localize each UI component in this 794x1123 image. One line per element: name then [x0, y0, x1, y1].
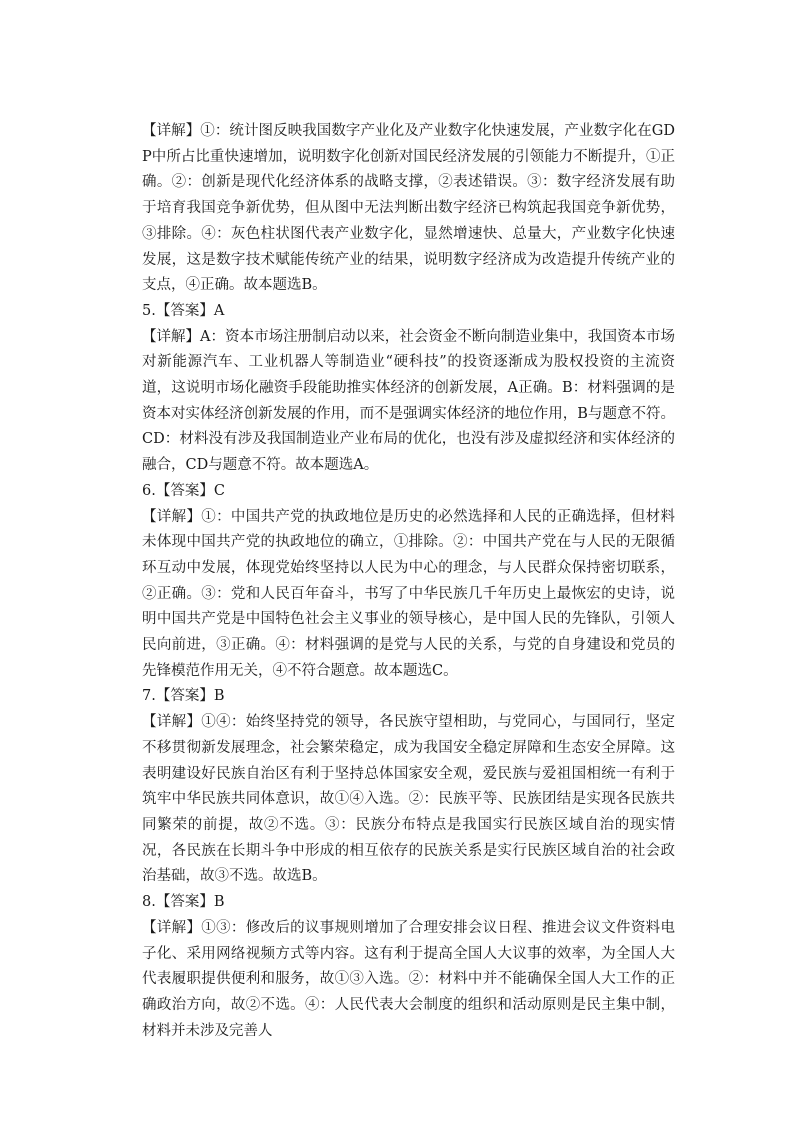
explanation-q5: 【详解】A：资本市场注册制启动以来，社会资金不断向制造业集中，我国资本市场对新能源汽车、工业机器人等制造业“硬科技”的投资逐渐成为股权投资的主流资道，这说明市场化融资手段能助推实体经济的创新发展，A正确。B：材料强调的是资本对实体经济创新发展的作用，而不是强调实体经济的地位作用，B与题意不符。CD：材料没有涉及我国制造业产业布局的优化，也没有涉及虚拟经济和实体经济的融合，CD与题意不符。故本题选A。	[142, 328, 675, 474]
answer-q8: 8.【答案】B	[142, 894, 225, 911]
explanation-q6: 【详解】①：中国共产党的执政地位是历史的必然选择和人民的正确选择，但材料未体现中国共产党的执政地位的确立，①排除。②：中国共产党在与人民的无限循环互动中发展，体现党始终坚持以人民为中心的理念，与人民群众保持密切联系，②正确。③：党和人民百年奋斗，书写了中华民族几千年历史上最恢宏的史诗，说明中国共产党是中国特色社会主义事业的领导核心，是中国人民的先锋队，引领人民向前进，③正确。④：材料强调的是党与人民的关系，与党的自身建设和党员的先锋模范作用无关，④不符合题意。故本题选C。	[142, 508, 675, 679]
explanation-q4: 【详解】①：统计图反映我国数字产业化及产业数字化快速发展，产业数字化在GDP中所占比重快速增加，说明数字化创新对国民经济发展的引领能力不断提升，①正确。②：创新是现代化经济体系的战略支撑，②表述错误。③：数字经济发展有助于培育我国竞争新优势，但从图中无法判断出数字经济已构筑起我国竞争新优势，③排除。④：灰色柱状图代表产业数字化，显然增速快、总量大，产业数字化快速发展，这是数字技术赋能传统产业的结果，说明数字经济成为改造提升传统产业的支点，④正确。故本题选B。	[142, 123, 675, 294]
explanation-q7: 【详解】①④：始终坚持党的领导，各民族守望相助，与党同心，与国同行，坚定不移贯彻新发展理念，社会繁荣稳定，成为我国安全稳定屏障和生态安全屏障。这表明建设好民族自治区有利于坚持总体国家安全观，爱民族与爱祖国相统一有利于筑牢中华民族共同体意识，故①④入选。②：民族平等、民族团结是实现各民族共同繁荣的前提，故②不选。③：民族分布特点是我国实行民族区域自治的现实情况，各民族在长期斗争中形成的相互依存的民族关系是实行民族区域自治的社会政治基础，故③不选。故选B。	[142, 714, 675, 885]
explanation-q8: 【详解】①③：修改后的议事规则增加了合理安排会议日程、推进会议文件资料电子化、采用网络视频方式等内容。这有利于提高全国人大议事的效率，为全国人大代表履职提供便利和服务，故①③入选。②：材料中并不能确保全国人大工作的正确政治方向，故②不选。④：人民代表大会制度的组织和活动原则是民主集中制，材料并未涉及完善人	[142, 919, 675, 1039]
answer-q6: 6.【答案】C	[142, 482, 225, 499]
answer-q7: 7.【答案】B	[142, 688, 225, 705]
answer-q5: 5.【答案】A	[142, 302, 225, 319]
document-body	[142, 119, 675, 1044]
